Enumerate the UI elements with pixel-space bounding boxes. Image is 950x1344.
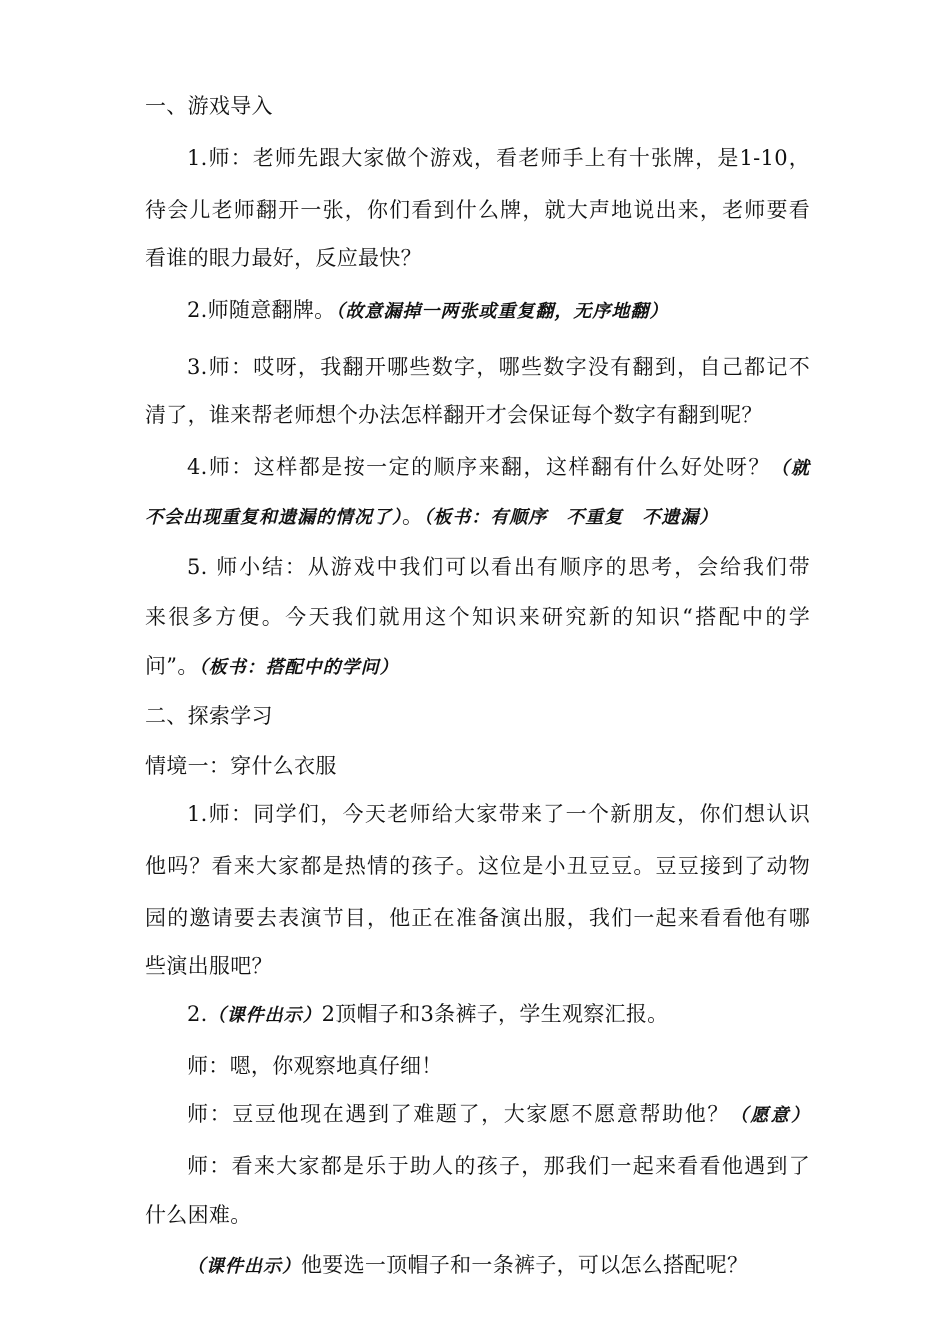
blackboard-note-order: （板书：有顺序 不重复 不遗漏） [423,507,719,528]
explore-paragraph-1-line-4: 些演出服吧？ [145,954,273,978]
explore-paragraph-4 [187,1100,810,1130]
paragraph-4-note-end: 不会出现重复和遗漏的情况了） [145,507,402,528]
explore-paragraph-1-line-2: 他吗？看来大家都是热情的孩子。这位是小丑豆豆。豆豆接到了动物 [145,854,810,878]
explore-paragraph-2-text: 2顶帽子和3条裤子，学生观察汇报。 [321,1002,669,1026]
blackboard-note-topic: （板书：搭配中的学问） [198,657,399,678]
paragraph-1-line-3: 看谁的眼力最好，反应最快？ [145,246,422,270]
explore-paragraph-1-line-3: 园的邀请要去表演节目，他正在准备演出服，我们一起来看看他有哪 [145,906,810,930]
paragraph-4-text: 4.师：这样都是按一定的顺序来翻，这样翻有什么好处呀？ [187,455,771,479]
paragraph-5-line-1: 5. 师小结：从游戏中我们可以看出有顺序的思考，会给我们带 [187,555,810,579]
explore-paragraph-2-number: 2. [187,1002,208,1026]
paragraph-3-line-2: 清了，谁来帮老师想个办法怎样翻开才会保证每个数字有翻到呢？ [145,403,763,427]
paragraph-1-line-2: 待会儿老师翻开一张，你们看到什么牌，就大声地说出来，老师要看 [145,198,810,222]
explore-paragraph-4-note: （愿意） [730,1105,811,1126]
explore-paragraph-5-line-1: 师：看来大家都是乐于助人的孩子，那我们一起来看看他遇到了 [187,1154,810,1178]
explore-paragraph-3: 师：嗯，你观察地真仔细！ [187,1054,443,1078]
paragraph-5-line-2: 来很多方便。今天我们就用这个知识来研究新的知识“搭配中的学 [145,605,810,629]
explore-paragraph-6 [187,1251,810,1281]
paragraph-4-line-1 [187,453,810,483]
paragraph-3-line-1: 3.师：哎呀，我翻开哪些数字，哪些数字没有翻到，自己都记不 [187,355,810,379]
section-title-game-intro: 一、游戏导入 [145,94,273,118]
explore-paragraph-6-text: 他要选一顶帽子和一条裤子，可以怎么搭配呢？ [301,1253,749,1277]
explore-paragraph-5-line-2: 什么困难。 [145,1203,252,1227]
paragraph-1-line-1: 1.师：老师先跟大家做个游戏，看老师手上有十张牌，是1-10， [187,146,810,170]
paragraph-2 [187,296,810,326]
paragraph-4-line-2 [145,502,810,532]
courseware-note-1: （课件出示） [207,1005,322,1026]
explore-paragraph-1-line-1: 1.师：同学们，今天老师给大家带来了一个新朋友，你们想认识 [187,802,810,826]
explore-paragraph-2 [187,1000,810,1030]
paragraph-2-text: 2.师随意翻牌。 [187,298,336,322]
paragraph-5-line-3 [145,652,810,682]
courseware-note-2: （课件出示） [187,1256,301,1277]
paragraph-4-note-start: （就 [770,458,810,479]
explore-paragraph-4-text: 师：豆豆他现在遇到了难题了，大家愿不愿意帮助他？ [187,1102,731,1126]
scene-1-title: 情境一：穿什么衣服 [145,754,337,778]
paragraph-4-period: 。 [402,504,424,528]
paragraph-5-text: 问”。 [145,654,199,678]
paragraph-2-note: （故意漏掉一两张或重复翻，无序地翻） [335,301,669,322]
section-title-explore: 二、探索学习 [145,704,273,728]
